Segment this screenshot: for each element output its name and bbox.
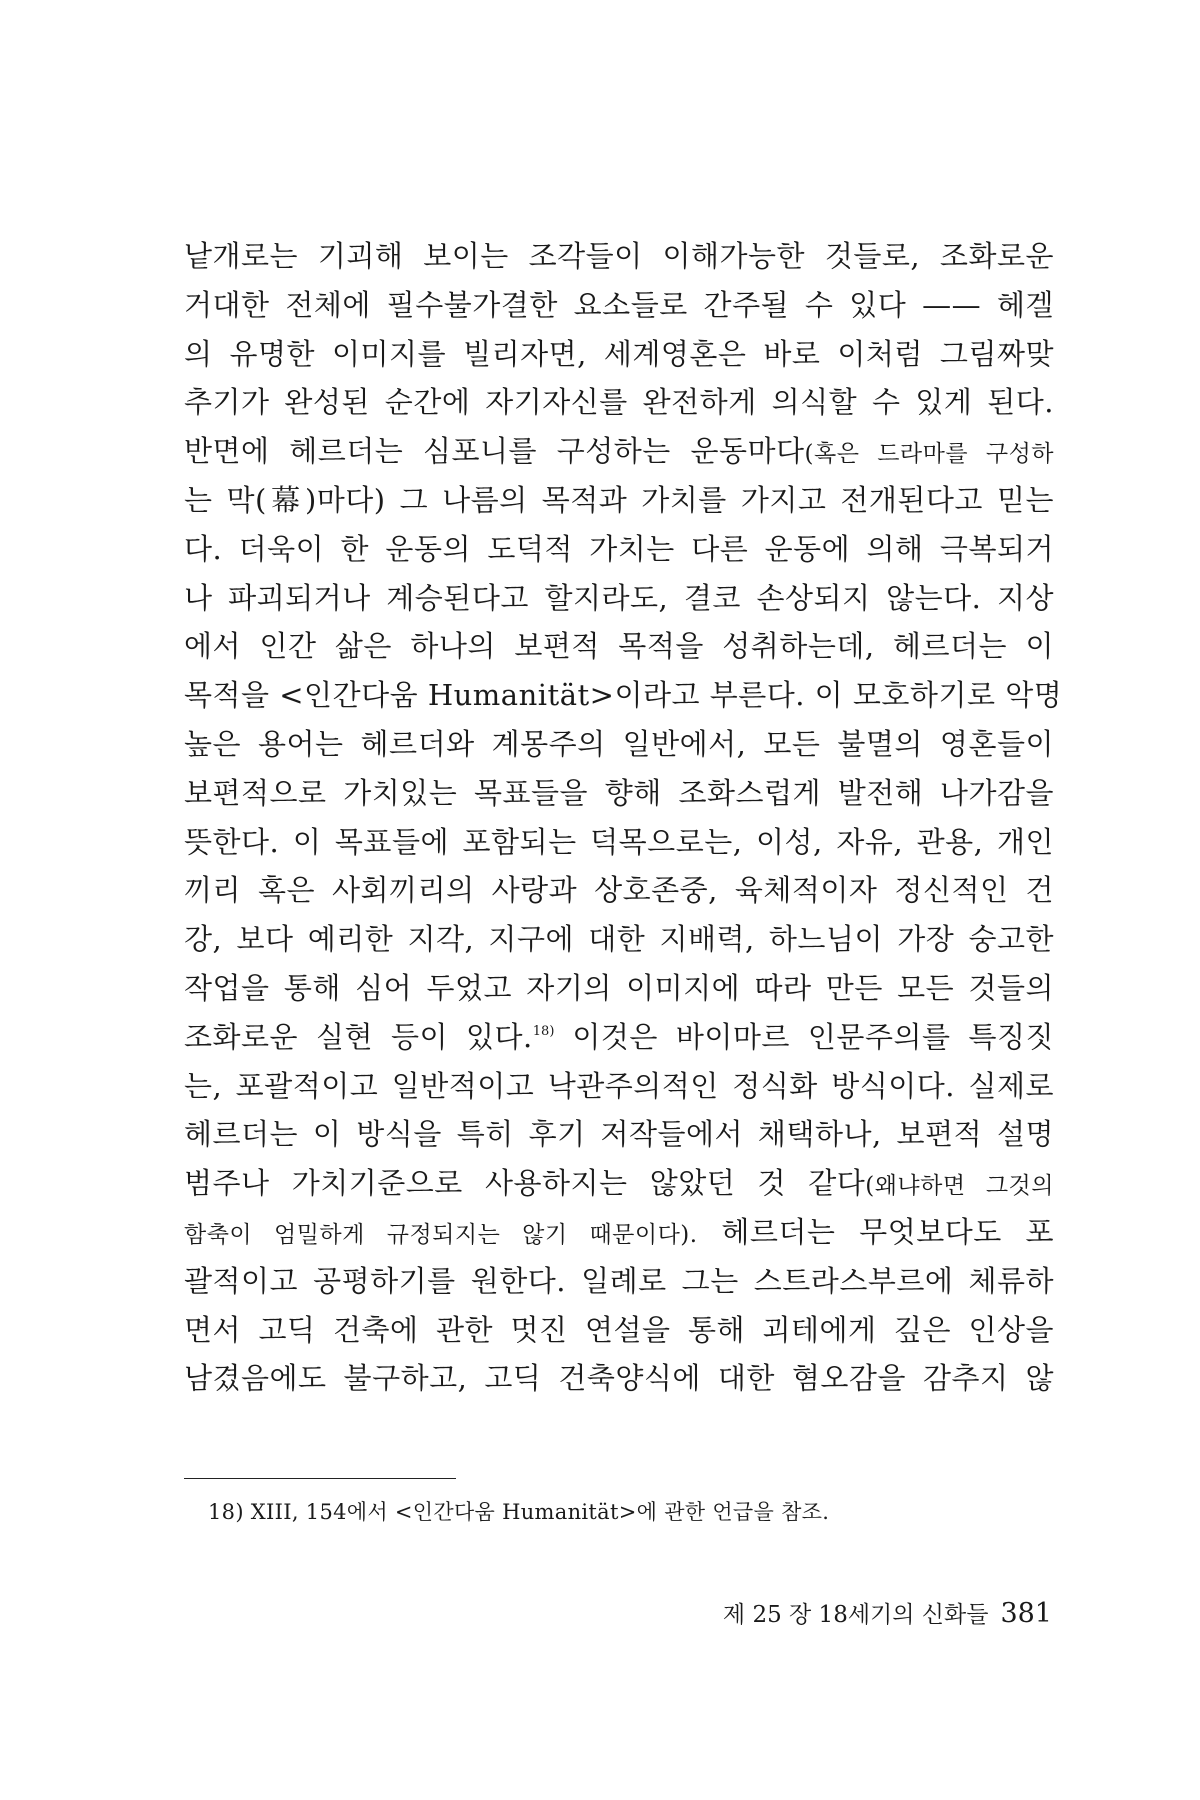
text-segment: 반면에 헤르더는 심포니를 구성하는 운동마다 [184, 434, 805, 469]
text-line: 강, 보다 예리한 지각, 지구에 대한 지배력, 하느님이 가장 숭고한 [184, 922, 1054, 957]
text-segment: 범주나 가치기준으로 사용하지는 않았던 것 같다 [184, 1166, 866, 1201]
text-segment: 이것은 바이마르 인문주의를 특징짓 [554, 1019, 1054, 1054]
text-line: 높은 용어는 헤르더와 계몽주의 일반에서, 모든 불멸의 영혼들이 [184, 726, 1054, 761]
footnote: 18) XIII, 154에서 <인간다움 Humanität>에 관한 언급을 참조. [208, 1500, 830, 1524]
text-line: 나 파괴되거나 계승된다고 할지라도, 결코 손상되지 않는다. 지상 [184, 580, 1054, 615]
text-line [184, 427, 1054, 476]
text-line: 헤르더는 이 방식을 특히 후기 저작들에서 채택하나, 보편적 설명 [184, 1117, 1054, 1152]
text-segment: 헤르더는 무엇보다도 포 [697, 1214, 1055, 1249]
text-line: 면서 고딕 건축에 관한 멋진 연설을 통해 괴테에게 깊은 인상을 [184, 1312, 1054, 1347]
text-line: 작업을 통해 심어 두었고 자기의 이미지에 따라 만든 모든 것들의 [184, 970, 1054, 1005]
body-text [184, 232, 1063, 1403]
text-line: 의 유명한 이미지를 빌리자면, 세계영혼은 바로 이처럼 그림짜맞 [184, 336, 1054, 371]
text-line: 괄적이고 공평하기를 원한다. 일례로 그는 스트라스부르에 체류하 [184, 1263, 1054, 1298]
text-line: 는, 포괄적이고 일반적이고 낙관주의적인 정식화 방식이다. 실제로 [184, 1068, 1054, 1103]
running-footer [723, 1598, 1052, 1631]
text-line: 끼리 혹은 사회끼리의 사랑과 상호존중, 육체적이자 정신적인 건 [184, 873, 1054, 908]
text-line: 는 막(幕)마다) 그 나름의 목적과 가치를 가지고 전개된다고 믿는 [184, 482, 1054, 517]
page-number: 381 [1000, 1598, 1052, 1629]
footnote-reference: 18) [532, 1023, 555, 1039]
text-line [184, 1208, 1054, 1257]
text-line: 보편적으로 가치있는 목표들을 향해 조화스럽게 발전해 나가감을 [184, 775, 1054, 810]
chapter-title: 제 25 장 18세기의 신화들 [722, 1602, 989, 1628]
text-segment: 조화로운 실현 등이 있다. [184, 1019, 533, 1054]
text-line: 남겼음에도 불구하고, 고딕 건축양식에 대한 혐오감을 감추지 않 [184, 1361, 1054, 1396]
text-line: 추기가 완성된 순간에 자기자신를 완전하게 의식할 수 있게 된다. [184, 385, 1054, 420]
text-line [184, 1159, 1054, 1208]
parenthetical-small-text: (왜냐하면 그것의 [865, 1173, 1054, 1200]
text-line: 에서 인간 삶은 하나의 보편적 목적을 성취하는데, 헤르더는 이 [184, 629, 1054, 664]
text-line: 뜻한다. 이 목표들에 포함되는 덕목으로는, 이성, 자유, 관용, 개인 [184, 824, 1054, 859]
text-line: 다. 더욱이 한 운동의 도덕적 가치는 다른 운동에 의해 극복되거 [184, 531, 1054, 566]
text-line: 거대한 전체에 필수불가결한 요소들로 간주될 수 있다 —— 헤겔 [184, 287, 1054, 322]
parenthetical-small-text: 함축이 엄밀하게 규정되지는 않기 때문이다). [184, 1221, 698, 1248]
text-line [184, 1013, 1054, 1062]
text-line: 목적을 <인간다움 Humanität>이라고 부른다. 이 모호하기로 악명 [184, 678, 1063, 713]
parenthetical-small-text: (혹은 드라마를 구성하 [804, 441, 1055, 468]
text-line: 낱개로는 기괴해 보이는 조각들이 이해가능한 것들로, 조화로운 [184, 239, 1054, 273]
footnote-divider [184, 1478, 456, 1479]
